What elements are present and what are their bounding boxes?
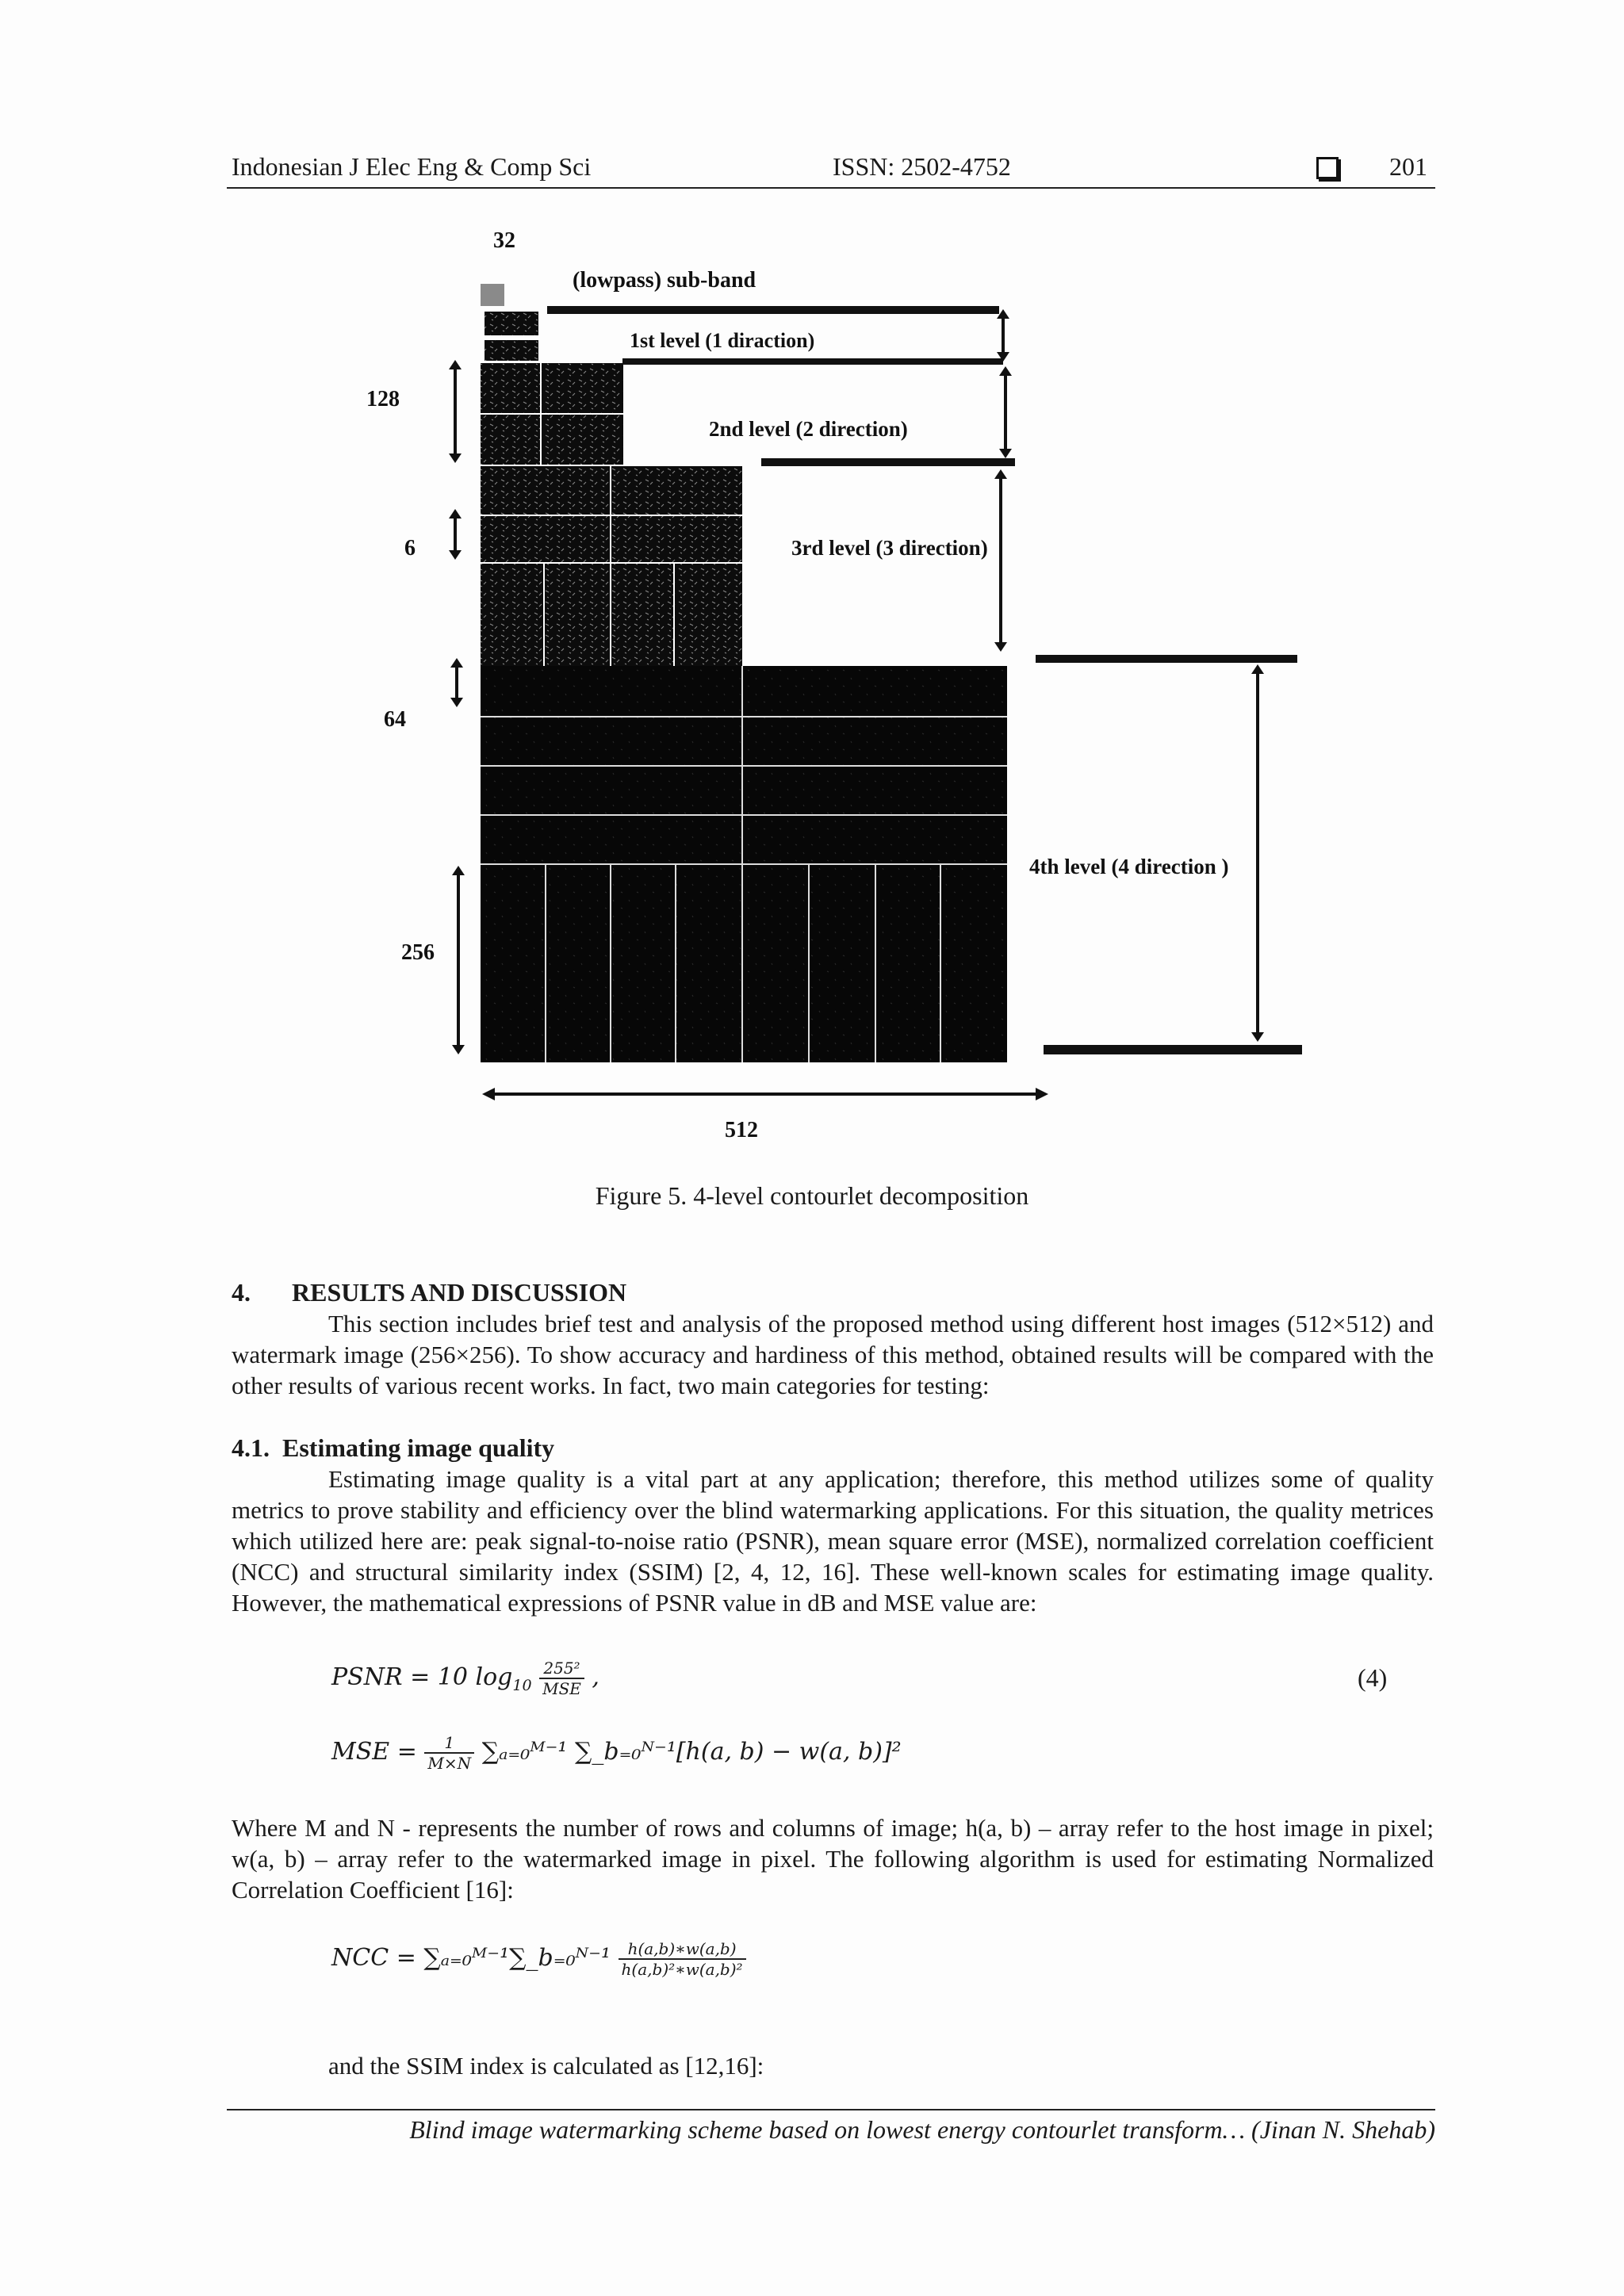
- lowpass-bar: [547, 306, 999, 314]
- equation-number: (4): [1358, 1663, 1388, 1692]
- subsection-paragraph: Estimating image quality is a vital part at any application; therefore, this method utilizes some of quality metrics to prove stability and efficiency over the blind watermarking applications. For this situation, the quality metrices which utilized here are: peak signal-to-noise ratio (PSNR), mean square error (MSE), normalized correlation coefficient (NCC) and structural similarity index (SSIM) [2, 4, 12, 16]. These well-known scales for estimating image quality. However, the mathematical expressions of PSNR value in dB and MSE value are:: [232, 1465, 1434, 1617]
- psnr-denominator: MSE: [542, 1679, 581, 1698]
- psnr-comma: ,: [592, 1663, 599, 1691]
- label-6: 6: [404, 536, 416, 561]
- level2-bar: [761, 458, 1015, 466]
- level1-block: [484, 311, 539, 336]
- figure-caption: Figure 5. 4-level contourlet decomposition: [595, 1181, 1029, 1210]
- level1-block: [484, 339, 539, 362]
- ncc-lhs: NCC = ∑ₐ₌₀ᴹ⁻¹∑_b₌₀ᴺ⁻¹: [331, 1944, 611, 1972]
- level4-label: 4th level (4 direction ): [1029, 855, 1229, 878]
- level3-bar: [1036, 655, 1297, 663]
- ncc-equation: [331, 1939, 746, 1979]
- label-32: 32: [493, 228, 515, 253]
- mse-lhs: MSE =: [331, 1738, 417, 1766]
- level1-bar: [622, 358, 1003, 365]
- level4-bar: [1044, 1045, 1302, 1054]
- psnr-sub: 10: [512, 1677, 532, 1694]
- psnr-lhs: PSNR = 10 log: [331, 1663, 513, 1691]
- ssim-paragraph: and the SSIM index is calculated as [12,16]:: [328, 2052, 764, 2080]
- ncc-numerator: h(a,b)∗w(a,b): [619, 1939, 746, 1960]
- subsection-heading: 4.1. Estimating image quality: [232, 1433, 555, 1462]
- mse-numerator: 1: [424, 1733, 474, 1754]
- section-heading: RESULTS AND DISCUSSION: [292, 1278, 627, 1307]
- label-256: 256: [401, 940, 435, 965]
- journal-name: Indonesian J Elec Eng & Comp Sci: [232, 152, 592, 181]
- section-number: 4.: [232, 1278, 251, 1307]
- lowpass-block: [481, 284, 504, 306]
- psnr-equation: [331, 1659, 599, 1698]
- label-128: 128: [366, 387, 400, 411]
- section-paragraph: This section includes brief test and analysis of the proposed method using different host images (512×512) and watermark image (256×256). To show accuracy and hardiness of this method, obtained results will be compared with the other results of various recent works. In fact, two main categories for testing:: [232, 1310, 1434, 1399]
- ncc-denominator: h(a,b)²∗w(a,b)²: [621, 1960, 743, 1979]
- mse-body: ∑ₐ₌₀ᴹ⁻¹ ∑_b₌₀ᴺ⁻¹[h(a, b) − w(a, b)]²: [481, 1738, 902, 1766]
- level2-label: 2nd level (2 direction): [709, 417, 908, 441]
- footer-rule: [227, 2109, 1435, 2110]
- label-512: 512: [725, 1118, 758, 1142]
- mse-equation: [331, 1733, 902, 1773]
- lowpass-label: (lowpass) sub-band: [573, 268, 756, 293]
- psnr-numerator: 255²: [539, 1659, 584, 1679]
- where-paragraph: Where M and N - represents the number of rows and columns of image; h(a, b) – array refer to the host image in pixel; w(a, b) – array refer to the watermarked image in pixel. The following algorithm is used for estimating Normalized Correlation Coefficient [16]:: [232, 1814, 1434, 1904]
- running-footer: Blind image watermarking scheme based on lowest energy contourlet transform… (Jinan N. Shehab): [409, 2115, 1435, 2144]
- level3-label: 3rd level (3 direction): [791, 536, 988, 560]
- label-64: 64: [384, 707, 406, 732]
- issn: ISSN: 2502-4752: [833, 152, 1011, 181]
- level1-label: 1st level (1 diraction): [630, 329, 815, 352]
- page-number: 201: [1389, 152, 1427, 181]
- mse-denominator: M×N: [427, 1754, 472, 1773]
